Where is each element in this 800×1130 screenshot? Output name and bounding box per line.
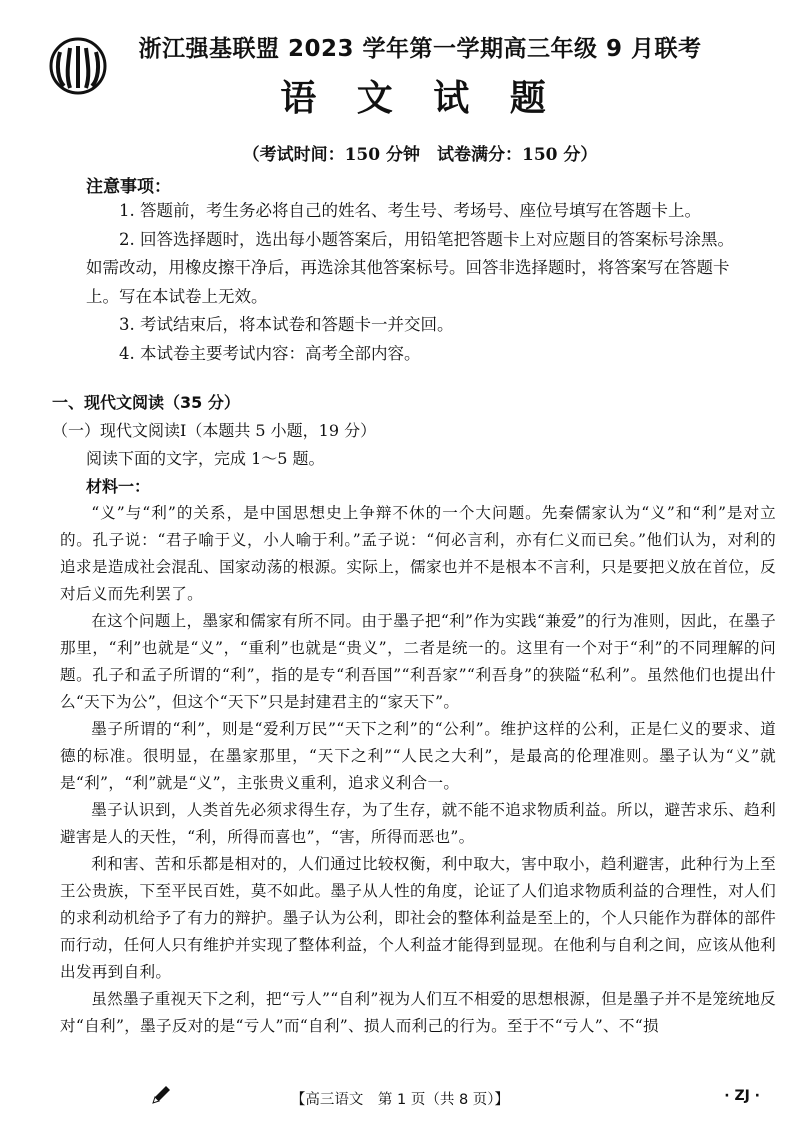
note-item: 3. 考试结束后，将本试卷和答题卡一并交回。 (119, 315, 454, 334)
notes-list (86, 197, 746, 368)
note-item: 4. 本试卷主要考试内容：高考全部内容。 (119, 343, 421, 363)
section-subtitle: （一）现代文阅读Ⅰ（本题共 5 小题，19 分） (52, 421, 377, 440)
section-instruction: 阅读下面的文字，完成 1～5 题。 (86, 449, 325, 468)
note-item: 2. 回答选择题时，选出每小题答案后，用铅笔把答题卡上对应题目的答案标号涂黑。如需改动，用橡皮擦干净后，再选涂其他答案标号。回答非选择题时，将答案写在答题卡上。写在本试卷上无效。 (86, 229, 734, 306)
section-title: 一、现代文阅读（35 分） (52, 393, 240, 412)
page-footer: 【高三语文 第 1 页（共 8 页）】 (290, 1092, 510, 1108)
article-paragraph: 墨子认识到，人类首先必须求得生存，为了生存，就不能不追求物质利益。所以，避苦求乐、趋利避害是人的天性，“利，所得而喜也”，“害，所得而恶也”。 (60, 801, 776, 846)
article-paragraph: 虽然墨子重视天下之利，把“亏人”“自利”视为人们互不相爱的思想根源，但是墨子并不是笼统地反对“自利”，墨子反对的是“亏人”而“自利”、损人而利己的行为。至于不“亏人”、不“损 (60, 990, 776, 1035)
article-paragraph: 墨子所谓的“利”，则是“爱利万民”“天下之利”的“公利”。维护这样的公利，正是仁义的要求、道德的标准。很明显，在墨家那里，“天下之利”“人民之大利”，是最高的伦理准则。墨子认为“义”就是“利”，“利”就是“义”，主张贵义重利，追求义利合一。 (60, 720, 776, 792)
article-paragraph: 利和害、苦和乐都是相对的，人们通过比较权衡，利中取大，害中取小，趋利避害，此种行为上至王公贵族，下至平民百姓，莫不如此。墨子从人性的角度，论证了人们追求物质利益的合理性，对人们的求利动机给予了有力的辩护。墨子认为公利，即社会的整体利益是至上的，个人只能作为群体的部件而行动，任何人只有维护并实现了整体利益，个人利益才能得到显现。在他利与自利之间，应该从他利出发再到自利。 (60, 855, 776, 981)
article-body (60, 500, 776, 1040)
notes-heading: 注意事项： (86, 177, 171, 197)
exam-info: （考试时间：150 分钟 试卷满分：150 分） (242, 145, 598, 165)
page-title: 语 文 试 题 (280, 78, 560, 119)
article-paragraph: “义”与“利”的关系，是中国思想史上争辩不休的一个大问题。先秦儒家认为“义”和“利”是对立的。孔子说：“君子喻于义，小人喻于利。”孟子说：“何必言利，亦有仁义而已矣。”他们认为，对利的追求是造成社会混乱、国家动荡的根源。实际上，儒家也并不是根本不言利，只是要把义放在首位，反对后义而先利罢了。 (60, 504, 776, 603)
article-paragraph: 在这个问题上，墨家和儒家有所不同。由于墨子把“利”作为实践“兼爱”的行为准则，因此，在墨子那里，“利”也就是“义”，“重利”也就是“贵义”，二者是统一的。这里有一个对于“利”的不同理解的问题。孔子和孟子所谓的“利”，指的是专“利吾国”“利吾家”“利吾身”的狭隘“私利”。虽然他们也提出什么“天下为公”，但这个“天下”只是封建君主的“家天下”。 (60, 612, 776, 711)
material-label: 材料一： (86, 477, 151, 496)
note-item: 1. 答题前，考生务必将自己的姓名、考生号、考场号、座位号填写在答题卡上。 (119, 201, 701, 220)
exam-header: 浙江强基联盟 2023 学年第一学期高三年级 9 月联考 (138, 36, 702, 62)
region-code: · ZJ · (724, 1088, 760, 1104)
